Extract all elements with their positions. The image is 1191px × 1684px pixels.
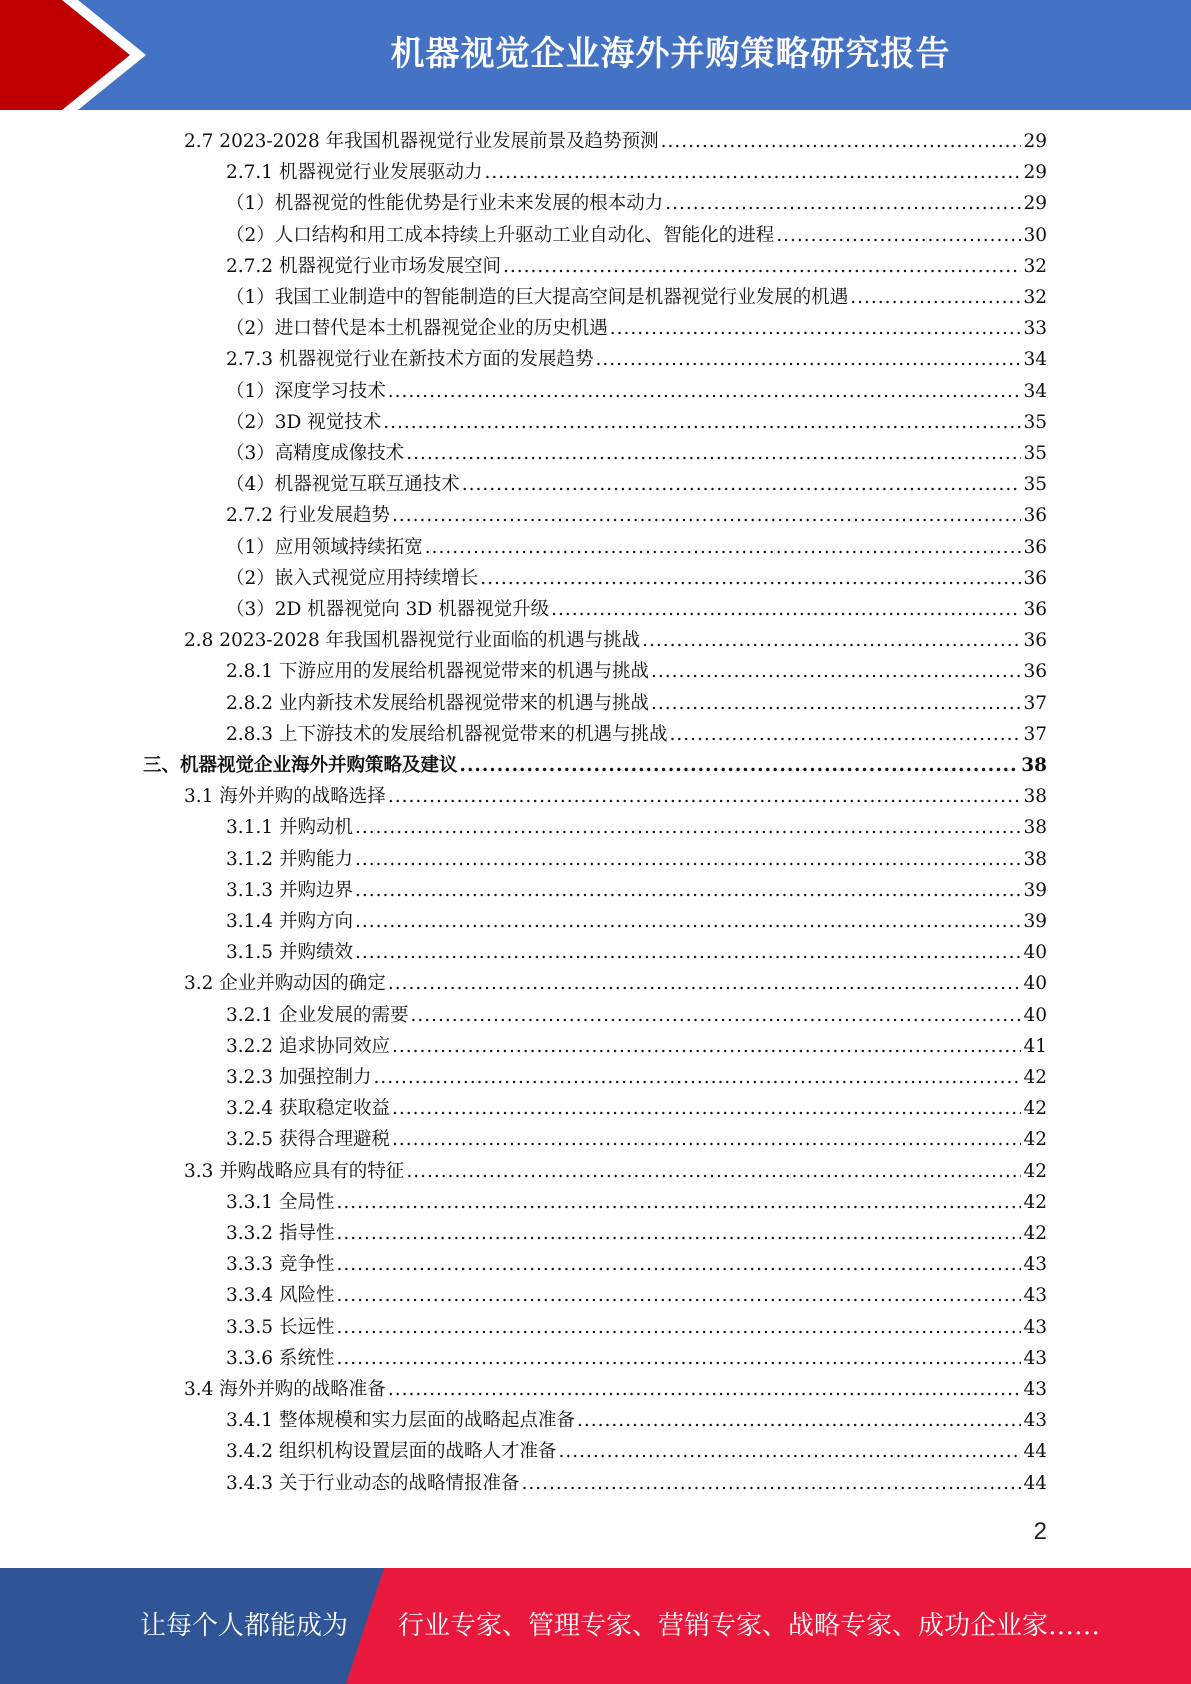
toc-leader-dots [388,1374,1022,1405]
toc-entry-title: 3.2.3 加强控制力 [226,1067,372,1088]
toc-leader-dots [595,344,1021,375]
toc-entry[interactable] [226,844,1047,875]
toc-entry-page: 42 [1023,1098,1047,1120]
toc-entry-title: （1）机器视觉的性能优势是行业未来发展的根本动力 [226,193,664,215]
toc-leader-dots [651,688,1021,719]
toc-entry-title: 3.3.2 指导性 [226,1223,335,1244]
toc-leader-dots [336,1218,1021,1249]
toc-entry-page: 36 [1023,567,1047,589]
toc-entry-title: 3.3.5 长远性 [226,1316,335,1338]
toc-leader-dots [410,1000,1021,1031]
toc-leader-dots [355,812,1022,843]
toc-entry-page: 42 [1023,1129,1047,1151]
toc-entry-page: 36 [1023,661,1047,683]
toc-leader-dots [336,1343,1021,1374]
toc-entry-title: 2.8.2 业内新技术发展给机器视觉带来的机遇与挑战 [226,692,649,714]
toc-leader-dots [462,469,1022,500]
toc-leader-dots [355,844,1022,875]
footer-slogan: 让每个人都能成为 [140,1611,349,1641]
toc-leader-dots [392,1124,1021,1155]
toc-entry[interactable] [226,438,1047,469]
toc-entry-title: （1）应用领域持续拓宽 [226,536,423,558]
toc-entry-title: （2）人口结构和用工成本持续上升驱动工业自动化、智能化的进程 [226,224,775,246]
toc-entry-title: 3.1.3 并购边界 [226,879,353,901]
toc-entry-page: 32 [1023,255,1047,277]
toc-leader-dots [406,438,1021,469]
toc-entry[interactable] [226,1343,1047,1374]
toc-entry[interactable] [226,594,1047,625]
toc-entry-page: 42 [1023,1160,1047,1182]
toc-entry[interactable] [184,1374,1047,1405]
toc-entry-title: 3.4.3 关于行业动态的战略情报准备 [226,1472,520,1494]
toc-entry-title: 3.2.2 追求协同效应 [226,1035,390,1057]
toc-entry-title: 2.7.3 机器视觉行业在新技术方面的发展趋势 [226,349,594,371]
toc-entry[interactable] [226,407,1047,438]
toc-entry-page: 40 [1023,942,1047,964]
toc-entry-title: 3.2 企业并购动因的确定 [184,973,386,995]
toc-entry[interactable] [226,1218,1047,1249]
toc-entry[interactable] [184,1156,1047,1187]
toc-entry[interactable] [226,1093,1047,1124]
toc-entry-page: 35 [1023,474,1047,496]
toc-entry[interactable] [226,220,1047,251]
toc-entry[interactable] [226,1312,1047,1343]
toc-entry[interactable] [226,1187,1047,1218]
toc-entry-page: 41 [1023,1035,1047,1057]
toc-entry[interactable] [226,1000,1047,1031]
toc-entry-title: （4）机器视觉互联互通技术 [226,474,460,496]
toc-entry-title: 2.7.2 机器视觉行业市场发展空间 [226,255,501,277]
toc-entry-page: 42 [1023,1191,1047,1213]
toc-leader-dots [503,251,1021,282]
toc-entry-page: 34 [1023,349,1047,371]
toc-entry-page: 44 [1023,1472,1047,1494]
toc-leader-dots [355,906,1022,937]
toc-leader-dots [392,1031,1021,1062]
toc-entry-page: 43 [1023,1379,1047,1400]
toc-leader-dots [480,563,1021,594]
toc-leader-dots [336,1312,1021,1343]
toc-entry-page: 43 [1023,1316,1047,1338]
toc-entry[interactable] [143,750,1047,781]
toc-entry[interactable] [226,563,1047,594]
toc-entry[interactable] [226,812,1047,843]
toc-entry[interactable] [226,906,1047,937]
toc-entry-page: 29 [1023,131,1047,152]
toc-entry-title: 2.8 2023-2028 年我国机器视觉行业面临的机遇与挑战 [184,630,641,652]
toc-leader-dots [406,1156,1021,1187]
toc-entry[interactable] [226,875,1047,906]
toc-entry-title: 3.2.5 获得合理避税 [226,1129,390,1151]
toc-leader-dots [336,1249,1021,1280]
toc-entry-page: 30 [1023,224,1047,246]
toc-entry-title: 3.1.4 并购方向 [226,911,353,932]
toc-leader-dots [373,1062,1021,1093]
toc-leader-dots [336,1280,1021,1311]
toc-entry-page: 42 [1023,1223,1047,1244]
toc-entry-title: 3.3.1 全局性 [226,1191,335,1213]
toc-entry[interactable] [226,157,1047,188]
toc-entry[interactable] [226,1031,1047,1062]
toc-entry-page: 35 [1023,443,1047,464]
toc-entry-title: （3）高精度成像技术 [226,443,405,464]
toc-leader-dots [388,376,1022,407]
toc-entry-page: 36 [1023,505,1047,527]
toc-leader-dots [661,126,1022,157]
toc-entry-page: 36 [1023,599,1047,620]
toc-entry-title: 2.8.3 上下游技术的发展给机器视觉带来的机遇与挑战 [226,723,668,745]
toc-entry[interactable] [226,1468,1047,1499]
toc-entry-page: 43 [1023,1410,1047,1432]
toc-entry[interactable] [184,781,1047,812]
toc-entry-title: 3.3 并购战略应具有的特征 [184,1160,405,1182]
toc-entry-page: 29 [1023,193,1047,215]
toc-leader-dots [558,1436,1021,1467]
toc-entry-page: 34 [1023,380,1047,402]
toc-entry-page: 38 [1021,755,1047,776]
page-footer [0,1568,1191,1684]
page-header [0,0,1191,110]
toc-entry-page: 43 [1023,1254,1047,1276]
toc-entry-title: （1）深度学习技术 [226,380,386,402]
toc-entry-title: （2）进口替代是本土机器视觉企业的历史机遇 [226,318,608,340]
toc-entry[interactable] [226,500,1047,531]
toc-entry-title: 2.7.2 行业发展趋势 [226,505,390,527]
toc-entry-title: 3.3.6 系统性 [226,1347,335,1369]
toc-leader-dots [388,968,1022,999]
toc-entry-title: 3.2.1 企业发展的需要 [226,1004,409,1026]
toc-leader-dots [460,750,1020,781]
toc-entry[interactable] [226,469,1047,500]
toc-leader-dots [665,188,1021,219]
toc-entry-page: 36 [1023,536,1047,558]
toc-entry-title: 3.1.1 并购动机 [226,817,353,839]
toc-entry-title: 2.7.1 机器视觉行业发展驱动力 [226,162,483,184]
toc-entry[interactable] [226,1249,1047,1280]
toc-entry[interactable] [226,251,1047,282]
toc-entry-page: 32 [1023,287,1047,308]
document-title: 机器视觉企业海外并购策略研究报告 [390,34,951,74]
toc-leader-dots [610,313,1022,344]
toc-entry-title: 2.7 2023-2028 年我国机器视觉行业发展前景及趋势预测 [184,131,659,152]
toc-leader-dots [355,937,1022,968]
toc-leader-dots [642,625,1021,656]
toc-leader-dots [392,1093,1021,1124]
toc-entry[interactable] [226,376,1047,407]
toc-entry[interactable] [226,1124,1047,1155]
toc-entry-page: 37 [1023,723,1047,745]
toc-leader-dots [669,719,1021,750]
toc-entry[interactable] [226,1062,1047,1093]
toc-entry-title: （3）2D 机器视觉向 3D 机器视觉升级 [226,599,550,620]
toc-leader-dots [388,781,1022,812]
toc-entry-title: 3.3.3 竞争性 [226,1254,335,1276]
toc-entry-title: 3.1 海外并购的战略选择 [184,786,386,808]
toc-entry-title: 3.3.4 风险性 [226,1285,335,1307]
toc-entry[interactable] [226,688,1047,719]
toc-entry-title: 2.8.1 下游应用的发展给机器视觉带来的机遇与挑战 [226,661,649,683]
toc-entry-page: 39 [1023,879,1047,901]
toc-entry-title: 3.4.2 组织机构设置层面的战略人才准备 [226,1441,557,1463]
toc-entry[interactable] [226,937,1047,968]
toc-entry-page: 43 [1023,1285,1047,1307]
toc-entry-page: 43 [1023,1347,1047,1369]
toc-leader-dots [383,407,1021,438]
toc-entry[interactable] [226,532,1047,563]
toc-entry[interactable] [226,188,1047,219]
toc-leader-dots [484,157,1021,188]
toc-leader-dots [521,1468,1021,1499]
toc-entry[interactable] [226,719,1047,750]
toc-entry[interactable] [226,1436,1047,1467]
toc-leader-dots [551,594,1021,625]
toc-entry-page: 36 [1023,630,1047,652]
toc-entry-title: 3.1.2 并购能力 [226,848,353,870]
toc-leader-dots [776,220,1021,251]
toc-leader-dots [425,532,1022,563]
toc-entry-page: 38 [1023,817,1047,839]
toc-entry-title: 三、机器视觉企业海外并购策略及建议 [143,755,458,776]
toc-leader-dots [651,656,1021,687]
toc-entry-page: 38 [1023,786,1047,808]
toc-entry[interactable] [226,1405,1047,1436]
toc-entry-page: 42 [1023,1067,1047,1088]
toc-leader-dots [355,875,1022,906]
toc-entry-page: 33 [1023,318,1047,340]
toc-entry-title: 3.4.1 整体规模和实力层面的战略起点准备 [226,1410,575,1432]
toc-leader-dots [850,282,1021,313]
toc-entry[interactable] [184,126,1047,157]
toc-entry[interactable] [226,313,1047,344]
toc-entry-page: 38 [1023,848,1047,870]
toc-entry[interactable] [184,968,1047,999]
toc-entry-page: 40 [1023,973,1047,995]
footer-roles: 行业专家、管理专家、营销专家、战略专家、成功企业家…… [398,1611,1101,1641]
toc-leader-dots [577,1405,1021,1436]
toc-entry[interactable] [226,344,1047,375]
toc-entry-title: 3.4 海外并购的战略准备 [184,1379,386,1400]
toc-entry-title: （1）我国工业制造中的智能制造的巨大提高空间是机器视觉行业发展的机遇 [226,287,849,308]
toc-entry[interactable] [226,656,1047,687]
toc-entry-page: 44 [1023,1441,1047,1463]
toc-entry-page: 37 [1023,692,1047,714]
toc-entry-page: 40 [1023,1004,1047,1026]
page-number: 2 [1033,1518,1047,1545]
toc-entry[interactable] [184,625,1047,656]
toc-entry-page: 35 [1023,411,1047,433]
toc-entry-title: 3.1.5 并购绩效 [226,942,353,964]
toc-entry[interactable] [226,1280,1047,1311]
toc-leader-dots [336,1187,1021,1218]
toc-leader-dots [392,500,1021,531]
toc-entry[interactable] [226,282,1047,313]
toc-entry-title: （2）3D 视觉技术 [226,411,382,433]
toc-entry-title: （2）嵌入式视觉应用持续增长 [226,567,479,589]
toc-entry-title: 3.2.4 获取稳定收益 [226,1098,390,1120]
toc-entry-page: 39 [1023,911,1047,932]
toc-entry-page: 29 [1023,162,1047,184]
